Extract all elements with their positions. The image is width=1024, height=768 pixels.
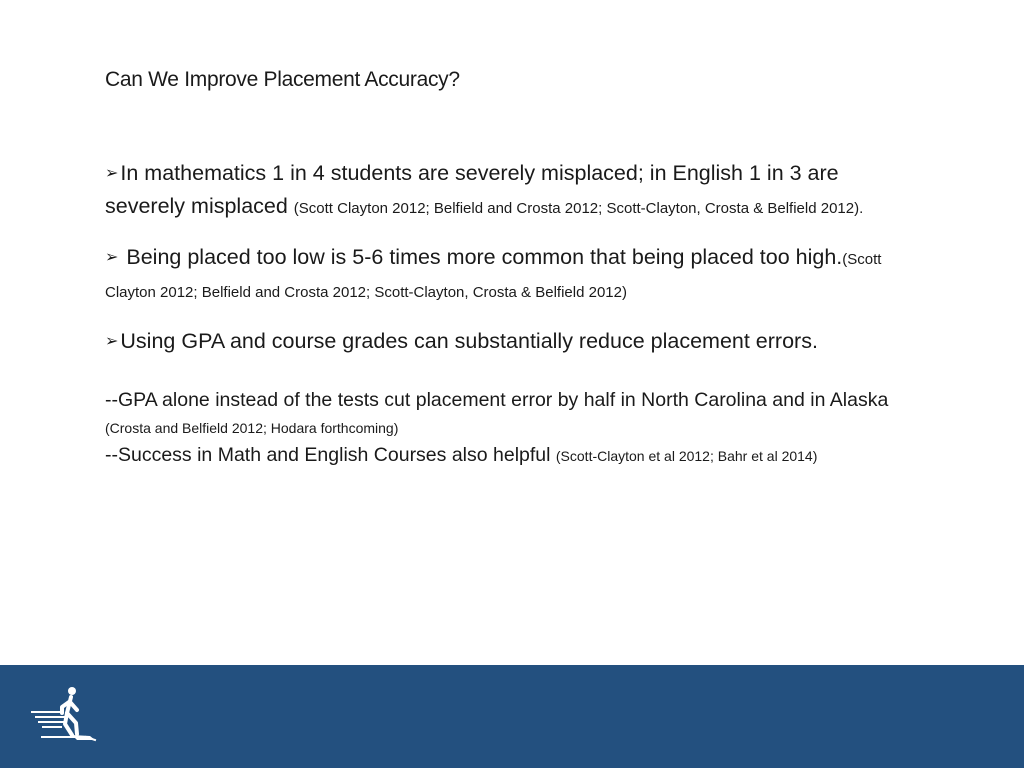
bullet-misplacement [105, 158, 915, 224]
sub-point-gpa-alone [105, 387, 915, 442]
slide-title: Can We Improve Placement Accuracy? [105, 68, 460, 91]
footer-bar [0, 665, 1024, 768]
sub-point-success-courses [105, 442, 915, 470]
bullet-citation: (Scott Clayton 2012; Belfield and Crosta 2012; Scott-Clayton, Crosta & Belfield 2012). [293, 200, 864, 217]
sub-point-text: --Success in Math and English Courses also helpful [105, 444, 556, 466]
bullet-text: Being placed too low is 5-6 times more common that being placed too high. [120, 245, 843, 269]
sub-point-citation: (Scott-Clayton et al 2012; Bahr et al 2014) [555, 448, 818, 464]
sub-point-text: --GPA alone instead of the tests cut placement error by half in North Carolina and in Alaska [105, 389, 889, 411]
slide-content [105, 158, 915, 470]
bullet-placed-too-low [105, 242, 915, 308]
bullet-citation: (Scott Clayton 2012; Belfield and Crosta 2012; Scott-Clayton, Crosta & Belfield 2012) [105, 251, 882, 301]
walking-figure-icon [28, 685, 100, 745]
bullet-arrow-icon: ➢ [105, 249, 119, 266]
bullet-arrow-icon: ➢ [105, 165, 119, 182]
sub-point-citation: (Crosta and Belfield 2012; Hodara forthcoming) [105, 420, 399, 436]
bullet-text: Using GPA and course grades can substantially reduce placement errors. [120, 329, 818, 353]
bullet-text: In mathematics 1 in 4 students are severely misplaced; in English 1 in 3 are severely misplaced [105, 161, 839, 218]
bullet-arrow-icon: ➢ [105, 333, 119, 350]
bullet-gpa-grades [105, 326, 915, 359]
